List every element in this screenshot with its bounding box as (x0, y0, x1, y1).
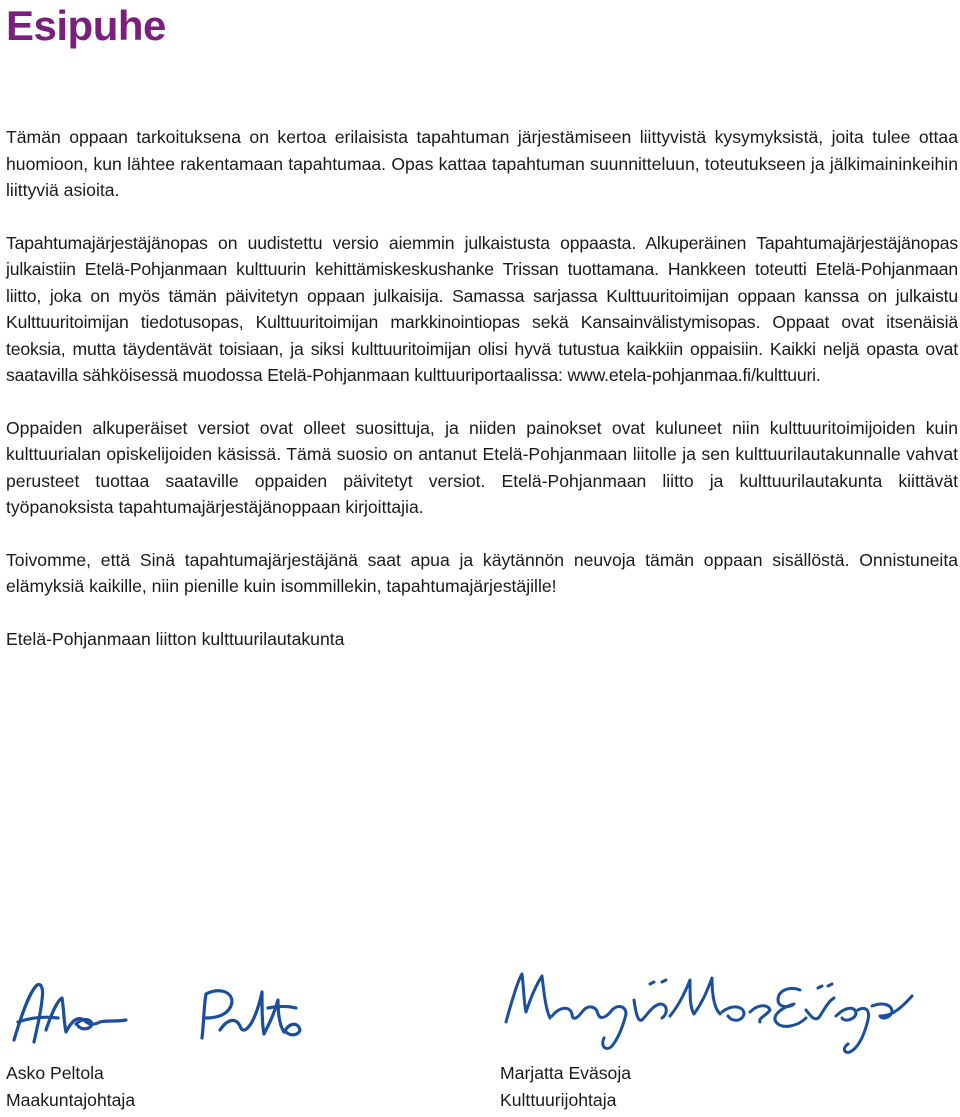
paragraph-sender: Etelä-Pohjanmaan liitton kulttuurilautakunta (6, 628, 345, 649)
preface-body (6, 124, 958, 678)
paragraph-purpose: Tämän oppaan tarkoituksena on kertoa erilaisista tapahtuman järjestämiseen liittyvistä kysymyksistä, joita tulee ottaa huomioon, kun lähtee rakentamaan tapahtumaa. Opas kattaa tapahtuman suunnitteluun, toteutukseen ja jälkimaininkeihin liittyviä asioita. (6, 127, 958, 200)
paragraph-popularity: Oppaiden alkuperäiset versiot ovat olleet suosittuja, ja niiden painokset ovat kuluneet niin kulttuuritoimijoiden kuin kulttuurialan opiskelijoiden käsissä. Tämä suosio on antanut Etelä-Pohjanmaan liitolle ja sen kulttuurilautakunnalle vahvat perusteet tuottaa saataville oppaiden päivitetyt versiot. Etelä-Pohjanmaan liitto ja kulttuurilautakunta kiittävät työpanoksista tapahtumajärjestäjänoppaan kirjoittajia. (6, 417, 958, 517)
page-title: Esipuhe (6, 2, 166, 49)
signatory-name: Marjatta Eväsoja (500, 1063, 632, 1083)
paragraph-background: Tapahtumajärjestäjänopas on uudistettu versio aiemmin julkaistusta oppaasta. Alkuperäinen Tapahtumajärjestäjänopas julkaistiin Etelä-Pohjanmaan kulttuurin kehittämiskeskushanke Trissan tuottamana. Hankkeen toteutti Etelä-Pohjanmaan liitto, joka on myös tämän päivitetyn oppaan julkaisija. Samassa sarjassa Kulttuuritoimijan oppaan kanssa on julkaistu Kulttuuritoimijan tiedotusopas, Kulttuuritoimijan markkinointiopas sekä Kansainvälistymisopas. Oppaat ovat itsenäisiä teoksia, mutta täydentävät toisiaan, ja siksi kulttuuritoimijan olisi hyvä tutustua kaikkiin oppaisiin. Kaikki neljä opasta ovat saatavilla sähköisessä muodossa Etelä-Pohjanmaan kulttuuriportaalissa: www.etela-pohjanmaa.fi/kulttuuri. (6, 232, 958, 385)
paragraph-wishes: Toivomme, että Sinä tapahtumajärjestäjänä saat apua ja käytännön neuvoja tämän oppaan sisällöstä. Onnistuneita elämyksiä kaikille, niin pienille kuin isommillekin, tapahtumajärjestäjille! (6, 549, 958, 596)
signatory-name: Asko Peltola (6, 1063, 104, 1083)
signatory-role: Kulttuurijohtaja (500, 1089, 617, 1110)
handwritten-signature-evasoja (500, 960, 920, 1060)
signature-block-evasoja (500, 960, 920, 1113)
handwritten-signature-peltola (6, 960, 306, 1060)
signature-block-peltola (6, 960, 306, 1113)
signatory-role: Maakuntajohtaja (6, 1089, 136, 1110)
